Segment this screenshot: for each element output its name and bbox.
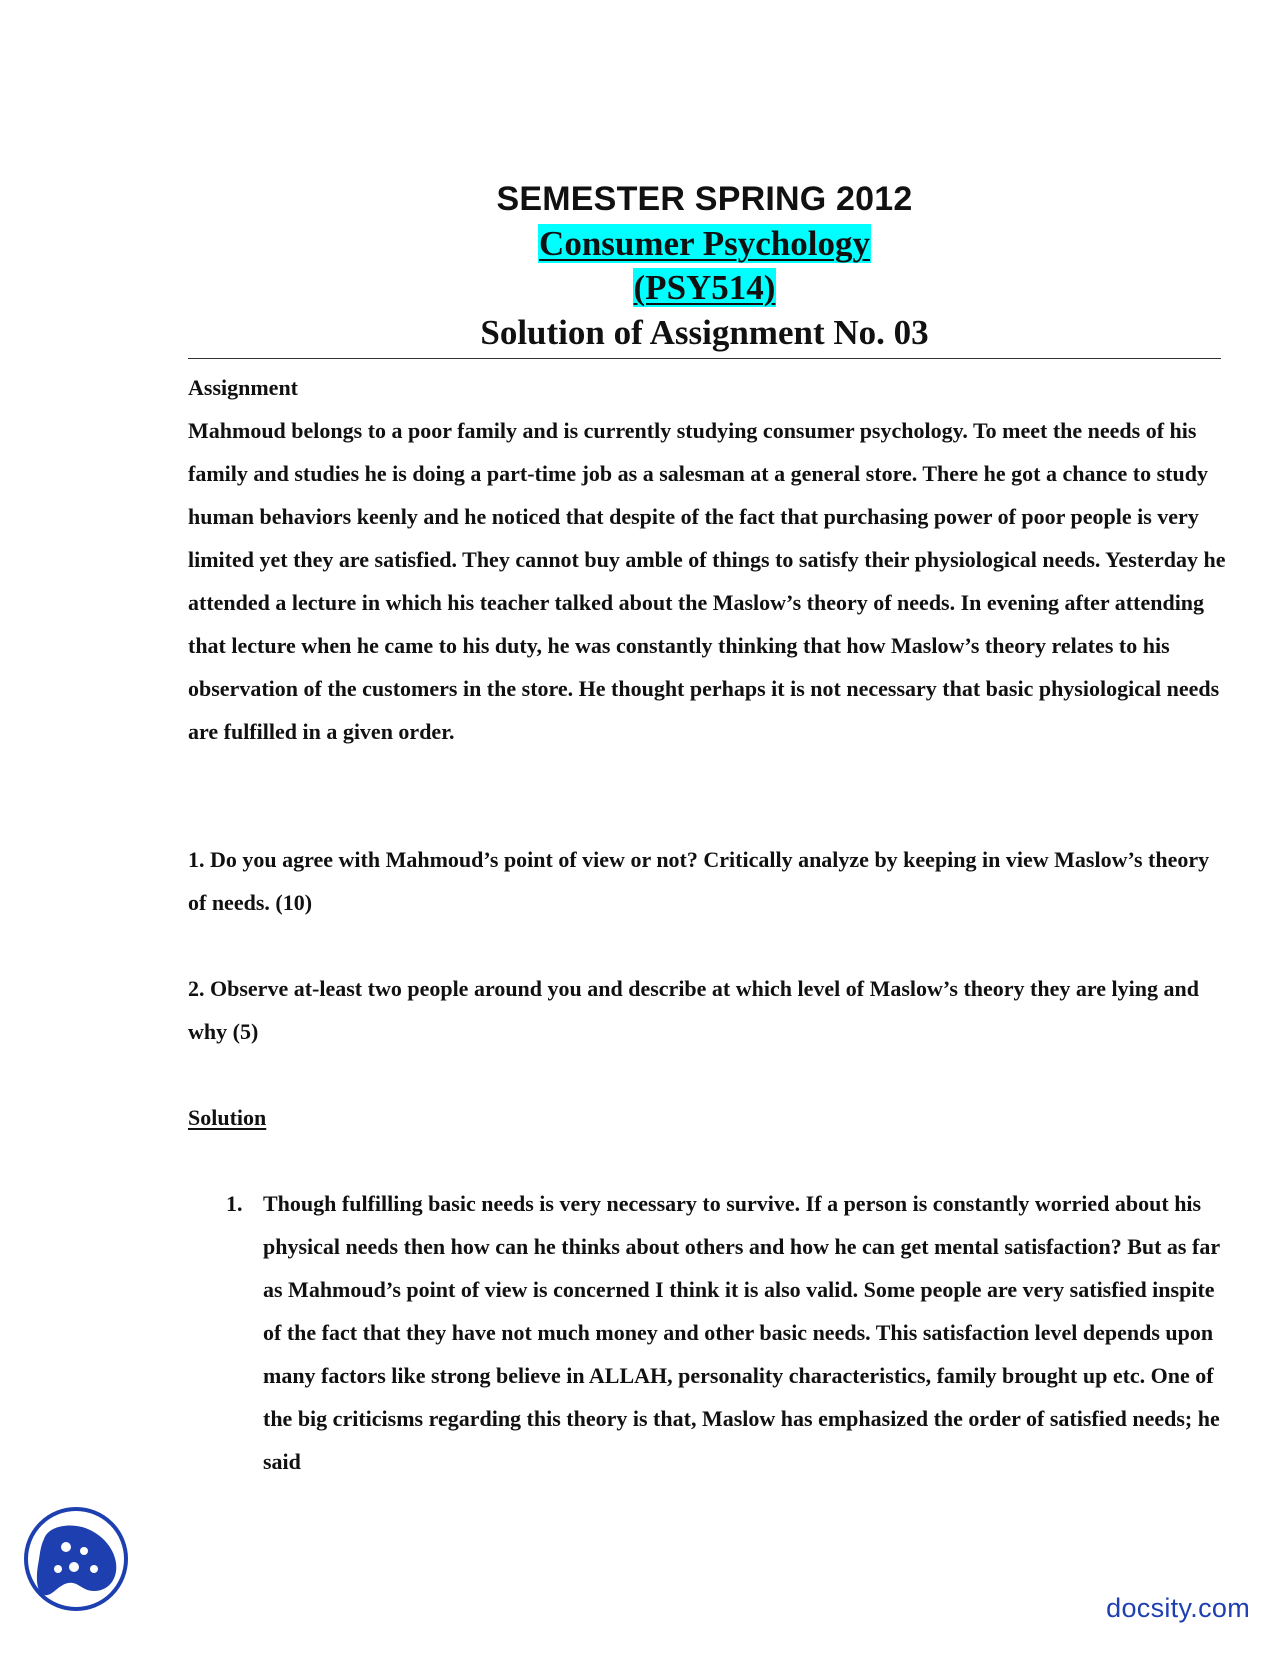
answer-list — [226, 1182, 1226, 1483]
answer-text: Though fulfilling basic needs is very necessary to survive. If a person is constantly worried about his physical needs then how can he thinks about others and how he can get mental satisfaction? But as far as Mahmoud’s point of view is concerned I think it is also valid. Some people are very satisfied inspite of the fact that they have not much money and other basic needs. This satisfaction level depends upon many factors like strong believe in ALLAH, personality characteristics, family brought up etc. One of the big criticisms regarding this theory is that, Maslow has emphasized the order of satisfied needs; he said — [263, 1191, 1220, 1474]
course-code: (PSY514) — [633, 268, 776, 307]
docsity-logo-icon[interactable] — [22, 1505, 130, 1613]
assignment-label: Assignment — [188, 375, 299, 400]
document-header — [188, 176, 1221, 356]
answer-number: 1. — [226, 1191, 243, 1216]
question-2: 2. Observe at-least two people around you and describe at which level of Maslow’s theory they are lying and why (5) — [188, 976, 1199, 1044]
list-item — [226, 1182, 1226, 1483]
header-divider — [188, 358, 1221, 359]
brand-link[interactable]: docsity.com — [1106, 1593, 1250, 1623]
course-name: Consumer Psychology — [539, 224, 870, 263]
question-1: 1. Do you agree with Mahmoud’s point of view or not? Critically analyze by keeping in view Maslow’s theory of needs. (10) — [188, 847, 1210, 915]
solution-label: Solution — [188, 1105, 267, 1130]
page-title: Solution of Assignment No. 03 — [480, 313, 929, 352]
assignment-scenario: Mahmoud belongs to a poor family and is currently studying consumer psychology. To meet the needs of his family and studies he is doing a part-time job as a salesman at a general store. There he got a chance to study human behaviors keenly and he noticed that despite of the fact that purchasing power of poor people is very limited yet they are satisfied. They cannot buy amble of things to satisfy their physiological needs. Yesterday he attended a lecture in which his teacher talked about the Maslow’s theory of needs. In evening after attending that lecture when he came to his duty, he was constantly thinking that how Maslow’s theory relates to his observation of the customers in the store. He thought perhaps it is not necessary that basic physiological needs are fulfilled in a given order. — [188, 418, 1226, 744]
semester-heading: SEMESTER SPRING 2012 — [496, 180, 913, 218]
